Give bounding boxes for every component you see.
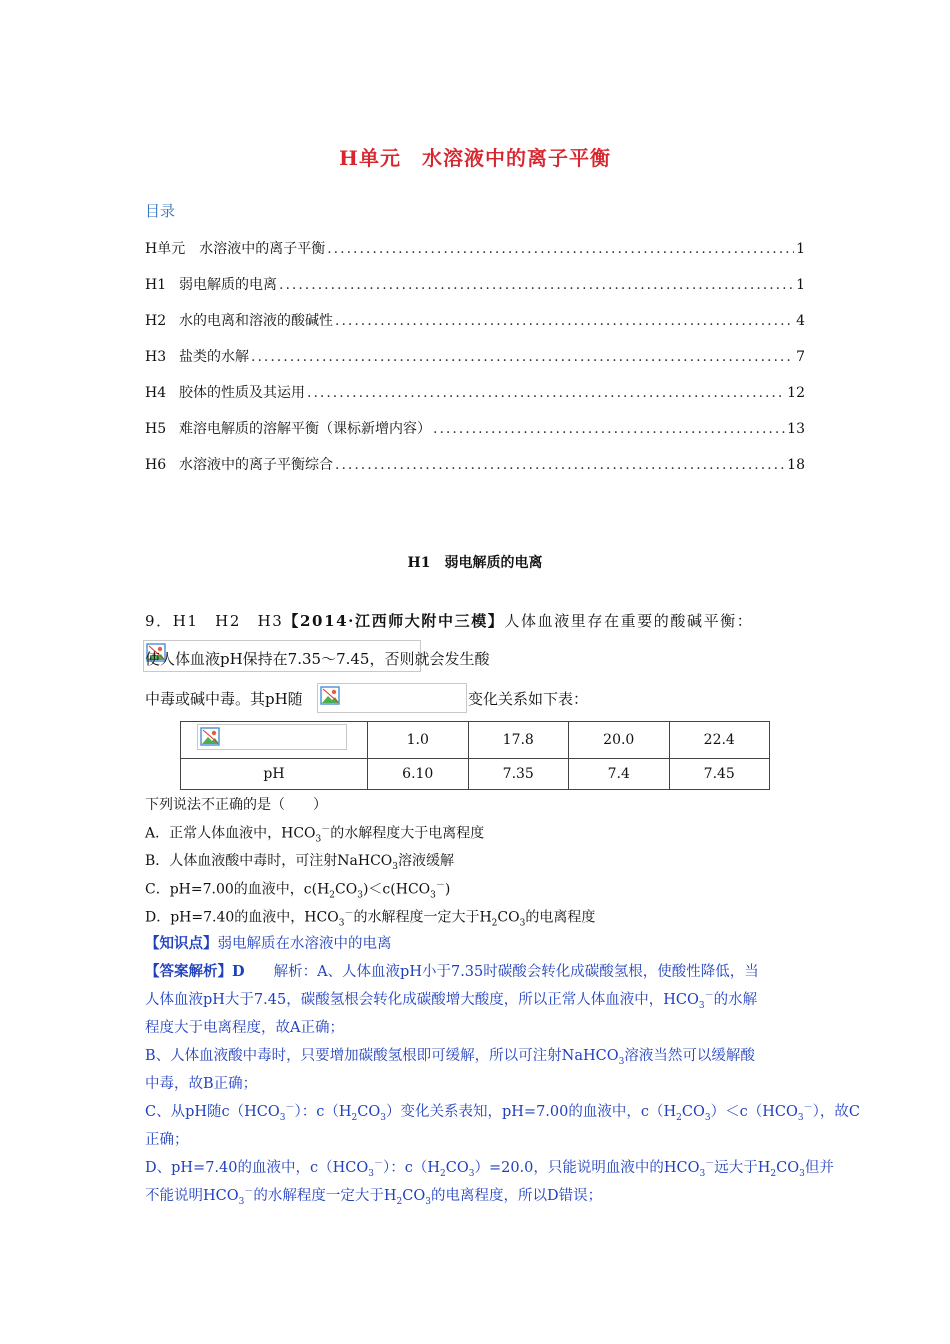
toc-entry[interactable] <box>145 418 805 438</box>
answer-line <box>145 1156 834 1179</box>
option-text: ) <box>444 881 451 898</box>
toc-page: 13 <box>787 421 805 437</box>
toc-page: 7 <box>796 349 805 365</box>
answer-text: 远大于H <box>714 1160 771 1176</box>
superscript: － <box>373 1159 383 1170</box>
answer-line: 程度大于电离程度，故A正确； <box>145 1020 344 1036</box>
answer-text: ）：c（H <box>382 1160 440 1176</box>
option-a[interactable] <box>145 822 484 844</box>
toc-page: 1 <box>796 277 805 293</box>
toc-entry[interactable] <box>145 346 805 366</box>
toc-label: 水溶液中的离子平衡综合 <box>179 457 333 473</box>
answer-text: ）＜c（HCO <box>710 1104 798 1120</box>
answer-text: ）变化关系表知，pH=7.00的血液中，c（H <box>386 1104 677 1120</box>
toc-entry[interactable] <box>145 238 805 258</box>
toc-heading: 目录 <box>145 202 176 220</box>
subscript: 2 <box>676 1112 682 1123</box>
answer-text: CO <box>402 1188 426 1204</box>
option-c[interactable] <box>145 878 450 900</box>
subscript: 3 <box>698 1000 705 1011</box>
toc-label: 水的电离和溶液的酸碱性 <box>179 313 333 329</box>
subscript: 3 <box>430 890 436 901</box>
table-cell: 6.10 <box>368 759 469 790</box>
superscript: － <box>244 1187 254 1198</box>
answer-line: 中毒，故B正确； <box>145 1076 258 1092</box>
toc-page: 4 <box>796 313 805 329</box>
toc-page: 18 <box>787 457 805 473</box>
option-text: B．人体血液酸中毒时，可注射NaHCO <box>145 853 393 869</box>
question-prefix: 9．H1 H2 H3 <box>145 612 284 630</box>
subscript: 2 <box>396 1196 403 1207</box>
answer-text: 的水解 <box>713 992 758 1008</box>
table-row <box>181 759 770 790</box>
option-text: A．正常人体血液中，HCO <box>145 825 316 842</box>
image-placeholder-icon <box>200 727 222 747</box>
answer-text: CO <box>776 1160 800 1176</box>
question-stem: 下列说法不正确的是（ ） <box>145 797 327 813</box>
answer-line <box>145 1044 755 1067</box>
answer-text: 但并 <box>804 1160 834 1176</box>
toc-code: H4 <box>145 385 167 401</box>
answer-text: 解析：A、人体血液pH小于7.35时碳酸会转化成碳酸氢根，使酸性降低，当 <box>244 964 759 980</box>
answer-text: D、pH=7.40的血液中，c（HCO <box>145 1160 369 1176</box>
subscript: 3 <box>238 1196 245 1207</box>
knowledge-point <box>145 932 392 953</box>
option-text: 溶液缓解 <box>398 853 455 869</box>
toc-leader <box>307 385 785 401</box>
answer-line <box>145 1100 860 1123</box>
table-cell: 7.45 <box>669 759 770 790</box>
subscript: 3 <box>618 1056 625 1067</box>
broken-image-icon <box>197 724 347 750</box>
answer-text: 的水解程度一定大于H <box>253 1188 397 1204</box>
toc-code: H3 <box>145 349 167 365</box>
answer-text: B、人体血液酸中毒时，只要增加碳酸氢根即可缓解，所以可注射NaHCO <box>145 1048 619 1064</box>
toc-label: 盐类的水解 <box>179 349 249 365</box>
toc-entry[interactable] <box>145 274 805 294</box>
subscript: 3 <box>392 861 399 872</box>
subscript: 3 <box>797 1112 804 1123</box>
option-text: C．pH=7.00的血液中，c(H <box>145 881 330 898</box>
answer-text: ）=20.0，只能说明血液中的HCO <box>474 1160 700 1176</box>
subscript: 3 <box>704 1112 711 1123</box>
page-title: H单元 水溶液中的离子平衡 <box>339 146 611 170</box>
subscript: 3 <box>380 1112 386 1123</box>
superscript: － <box>803 1103 813 1114</box>
option-text: )＜c(HCO <box>362 881 431 898</box>
broken-image-icon <box>317 683 467 713</box>
question-line: 使人体血液pH保持在7.35～7.45，否则就会发生酸 <box>145 650 490 668</box>
answer-line: 正确； <box>145 1132 189 1148</box>
toc-code: H6 <box>145 457 167 473</box>
subscript: 3 <box>338 918 345 929</box>
subscript: 2 <box>440 1168 446 1179</box>
toc-page: 12 <box>787 385 805 401</box>
knowledge-text: 弱电解质在水溶液中的电离 <box>217 936 392 952</box>
ph-table <box>180 721 770 790</box>
option-d[interactable] <box>145 906 595 928</box>
question-line: 中毒或碱中毒。其pH随 <box>145 690 303 708</box>
answer-text: 不能说明HCO <box>145 1188 239 1204</box>
answer-text: 的电离程度，所以D错误； <box>431 1188 603 1204</box>
subscript: 3 <box>468 1168 475 1179</box>
question-source: 【2014·江西师大附中三模】 <box>283 612 505 630</box>
option-text: 的电离程度 <box>525 909 596 926</box>
table-row <box>181 722 770 759</box>
table-cell: 17.8 <box>468 722 569 759</box>
table-cell: 7.4 <box>569 759 670 790</box>
option-b[interactable] <box>145 850 454 872</box>
question-line <box>145 610 753 631</box>
image-placeholder-icon <box>320 686 342 706</box>
subscript: 3 <box>699 1168 706 1179</box>
toc-page: 1 <box>796 241 805 257</box>
toc-entry[interactable] <box>145 310 805 330</box>
answer-text: 人体血液pH大于7.45，碳酸氢根会转化成碳酸增大酸度，所以正常人体血液中，HCO <box>145 992 699 1008</box>
subscript: 3 <box>357 890 363 901</box>
toc-code: H单元 <box>145 241 186 257</box>
toc-entry[interactable] <box>145 454 805 474</box>
answer-text: CO <box>445 1160 469 1176</box>
answer-line <box>145 960 759 981</box>
table-cell: 22.4 <box>669 722 770 759</box>
superscript: － <box>705 1159 715 1170</box>
answer-label: 【答案解析】D <box>145 963 245 980</box>
subscript: 2 <box>329 890 336 901</box>
option-text: CO <box>497 909 520 926</box>
toc-code: H1 <box>145 277 167 293</box>
option-text: CO <box>335 881 358 898</box>
superscript: － <box>321 825 331 835</box>
table-cell-image <box>181 722 368 759</box>
knowledge-label: 【知识点】 <box>145 935 218 952</box>
answer-text: ）：c（H <box>294 1104 352 1120</box>
subscript: 3 <box>799 1168 805 1179</box>
toc-leader <box>327 241 794 257</box>
option-text: D．pH=7.40的血液中，HCO <box>145 909 339 926</box>
table-cell-label: pH <box>181 759 368 790</box>
subscript: 3 <box>425 1196 431 1207</box>
superscript: － <box>285 1103 295 1114</box>
toc-leader <box>335 313 794 329</box>
answer-line <box>145 1184 602 1207</box>
table-cell: 7.35 <box>468 759 569 790</box>
superscript: － <box>344 909 354 919</box>
answer-text: CO <box>357 1104 381 1120</box>
toc-code: H2 <box>145 313 167 329</box>
subscript: 2 <box>351 1112 358 1123</box>
toc-leader <box>335 457 785 473</box>
superscript: － <box>704 991 714 1002</box>
section-title: H1 弱电解质的电离 <box>407 555 543 571</box>
table-cell: 20.0 <box>569 722 670 759</box>
subscript: 3 <box>368 1168 374 1179</box>
subscript: 3 <box>279 1112 286 1123</box>
answer-text: CO <box>681 1104 705 1120</box>
subscript: 2 <box>491 918 498 929</box>
option-text: 的水解程度一定大于H <box>353 909 492 926</box>
table-cell: 1.0 <box>368 722 469 759</box>
toc-label: 弱电解质的电离 <box>179 277 277 293</box>
answer-text: 溶液当然可以缓解酸 <box>624 1048 755 1064</box>
subscript: 2 <box>770 1168 777 1179</box>
superscript: － <box>435 881 445 891</box>
toc-label: 水溶液中的离子平衡 <box>185 241 326 257</box>
answer-text: ），故C <box>812 1104 860 1120</box>
question-line: 变化关系如下表： <box>468 690 589 708</box>
question-text: 人体血液里存在重要的酸碱平衡： <box>504 612 754 630</box>
toc-leader <box>251 349 794 365</box>
option-text: 的水解程度大于电离程度 <box>330 825 485 842</box>
toc-leader <box>433 421 785 437</box>
answer-text: C、从pH随c（HCO <box>145 1104 280 1120</box>
toc-entry[interactable] <box>145 382 805 402</box>
toc-label: 难溶电解质的溶解平衡（课标新增内容） <box>179 421 431 437</box>
answer-line <box>145 988 757 1011</box>
toc-label: 胶体的性质及其运用 <box>179 385 305 401</box>
toc-leader <box>279 277 794 293</box>
subscript: 3 <box>519 918 526 929</box>
toc-code: H5 <box>145 421 167 437</box>
subscript: 3 <box>315 834 322 845</box>
